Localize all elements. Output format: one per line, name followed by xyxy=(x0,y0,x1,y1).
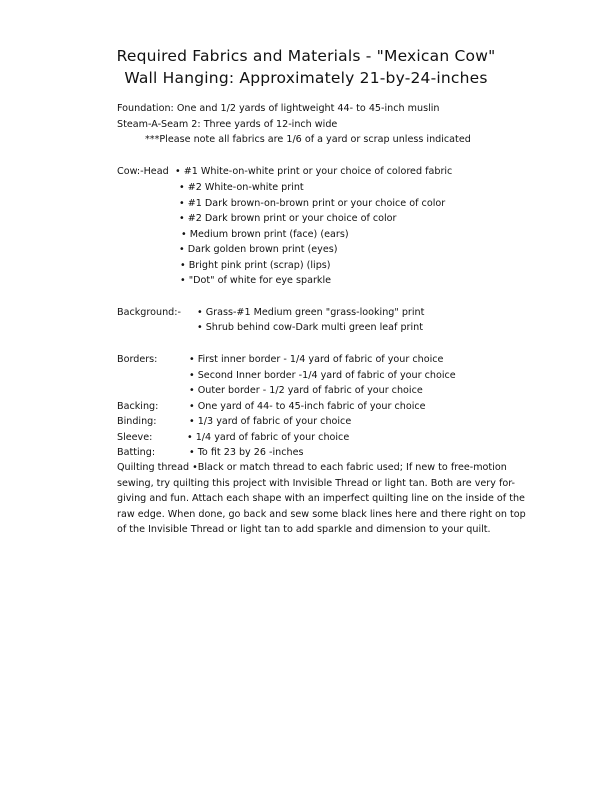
cow-item: • #2 Dark brown print or your choice of color xyxy=(179,213,397,224)
fabric-note: ***Please note all fabrics are 1/6 of a yard or scrap unless indicated xyxy=(145,134,471,145)
quilting-paragraph-line: sewing, try quilting this project with Invisible Thread or light tan. Both are very for- xyxy=(117,478,515,489)
backing-value: • One yard of 44- to 45-inch fabric of your choice xyxy=(189,401,426,412)
borders-label: Borders: xyxy=(117,354,158,365)
border-item: • Outer border - 1/2 yard of fabric of your choice xyxy=(189,385,423,396)
binding-label: Binding: xyxy=(117,416,157,427)
cow-item: • "Dot" of white for eye sparkle xyxy=(180,275,332,286)
cow-item: • Bright pink print (scrap) (lips) xyxy=(180,260,331,271)
cow-head-label: Cow:-Head xyxy=(117,166,169,177)
binding-value: • 1/3 yard of fabric of your choice xyxy=(189,416,352,427)
cow-item: • Dark golden brown print (eyes) xyxy=(179,244,338,255)
background-label: Background:- xyxy=(117,307,181,318)
foundation-line: Foundation: One and 1/2 yards of lightweight 44- to 45-inch muslin xyxy=(117,103,440,114)
cow-item: • Medium brown print (face) (ears) xyxy=(181,229,349,240)
border-item: • Second Inner border -1/4 yard of fabric of your choice xyxy=(189,370,456,381)
page-title-line-1: Required Fabrics and Materials - "Mexican Cow" xyxy=(116,47,496,65)
sleeve-label: Sleeve: xyxy=(117,432,153,443)
batting-label: Batting: xyxy=(117,447,156,458)
sleeve-value: • 1/4 yard of fabric of your choice xyxy=(187,432,350,443)
cow-item: • #1 Dark brown-on-brown print or your choice of color xyxy=(179,198,446,209)
quilting-paragraph-line: of the Invisible Thread or light tan to add sparkle and dimension to your quilt. xyxy=(117,524,491,535)
quilting-paragraph-line: giving and fun. Attach each shape with an imperfect quilting line on the inside of the xyxy=(117,493,525,504)
page-title-line-2: Wall Hanging: Approximately 21-by-24-inches xyxy=(124,69,488,87)
border-item: • First inner border - 1/4 yard of fabric of your choice xyxy=(189,354,444,365)
steam-a-seam-line: Steam-A-Seam 2: Three yards of 12-inch wide xyxy=(117,119,338,130)
cow-item: • #2 White-on-white print xyxy=(179,182,304,193)
cow-item: • #1 White-on-white print or your choice of colored fabric xyxy=(175,166,453,177)
quilting-paragraph-line: Quilting thread •Black or match thread to each fabric used; If new to free-motion xyxy=(117,462,507,473)
batting-value: • To fit 23 by 26 -inches xyxy=(189,447,304,458)
background-item: • Shrub behind cow-Dark multi green leaf print xyxy=(197,322,424,333)
backing-label: Backing: xyxy=(117,401,159,412)
quilting-paragraph-line: raw edge. When done, go back and sew some black lines here and there right on top xyxy=(117,509,526,520)
background-item: • Grass-#1 Medium green "grass-looking" print xyxy=(197,307,425,318)
